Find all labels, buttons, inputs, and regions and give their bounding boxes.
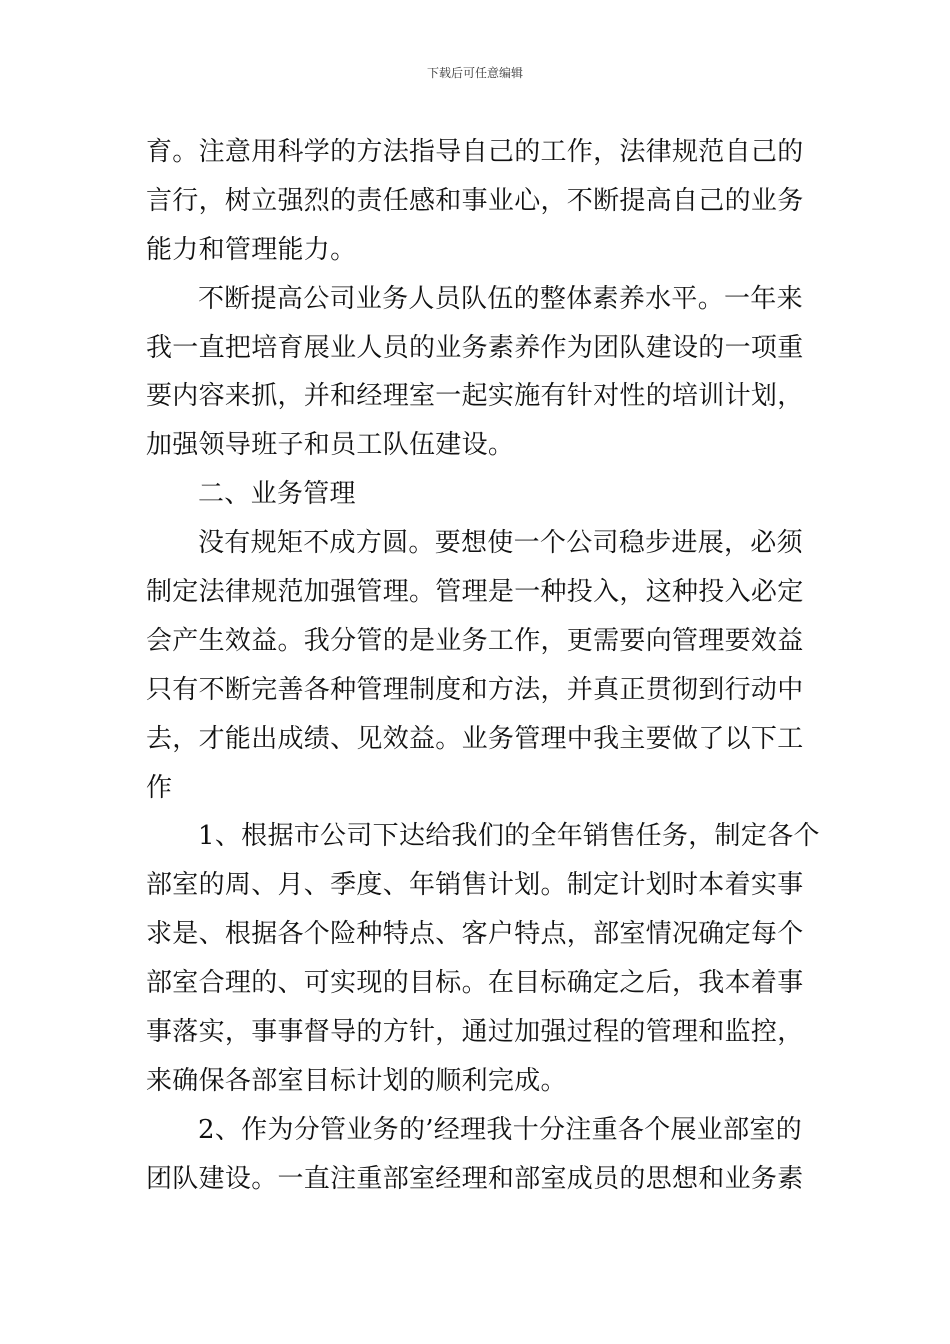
text-line: 只有不断完善各种管理制度和方法，并真正贯彻到行动中 <box>146 674 804 705</box>
text-line: 加强领导班子和员工队伍建设。 <box>146 430 515 461</box>
text-line: 部室的周、月、季度、年销售计划。制定计划时本着实事 <box>146 870 804 901</box>
paragraph-start-line: 2、作为分管业务的’经理我十分注重各个展业部室的 <box>198 1114 803 1145</box>
text-line: 会产生效益。我分管的是业务工作，更需要向管理要效益 <box>146 625 804 656</box>
text-line: 能力和管理能力。 <box>146 234 357 265</box>
text-line: 事落实，事事督导的方针，通过加强过程的管理和监控， <box>146 1017 804 1048</box>
text-line: 要内容来抓，并和经理室一起实施有针对性的培训计划， <box>146 381 804 412</box>
text-line: 我一直把培育展业人员的业务素养作为团队建设的一项重 <box>146 332 804 363</box>
section-heading: 二、业务管理 <box>198 479 356 510</box>
text-line: 求是、根据各个险种特点、客户特点，部室情况确定每个 <box>146 919 804 950</box>
text-line: 部室合理的、可实现的目标。在目标确定之后，我本着事 <box>146 968 804 999</box>
text-line: 言行，树立强烈的责任感和事业心，不断提高自己的业务 <box>146 185 804 216</box>
page-header: 下载后可任意编辑 <box>426 66 523 80</box>
text-line: 育。注意用科学的方法指导自己的工作，法律规范自己的 <box>146 137 804 167</box>
paragraph-start-line: 不断提高公司业务人员队伍的整体素养水平。一年来 <box>198 283 803 314</box>
text-line: 去，才能出成绩、见效益。业务管理中我主要做了以下工 <box>146 723 804 754</box>
document-body <box>146 128 820 1204</box>
text-line: 团队建设。一直注重部室经理和部室成员的思想和业务素 <box>146 1163 804 1194</box>
text-line: 作 <box>146 772 173 803</box>
text-line: 制定法律规范加强管理。管理是一种投入，这种投入必定 <box>146 577 804 608</box>
paragraph-start-line: 1、根据市公司下达给我们的全年销售任务，制定各个 <box>198 821 820 852</box>
text-line: 来确保各部室目标计划的顺利完成。 <box>146 1065 567 1096</box>
paragraph-start-line: 没有规矩不成方圆。要想使一个公司稳步进展，必须 <box>198 528 803 559</box>
